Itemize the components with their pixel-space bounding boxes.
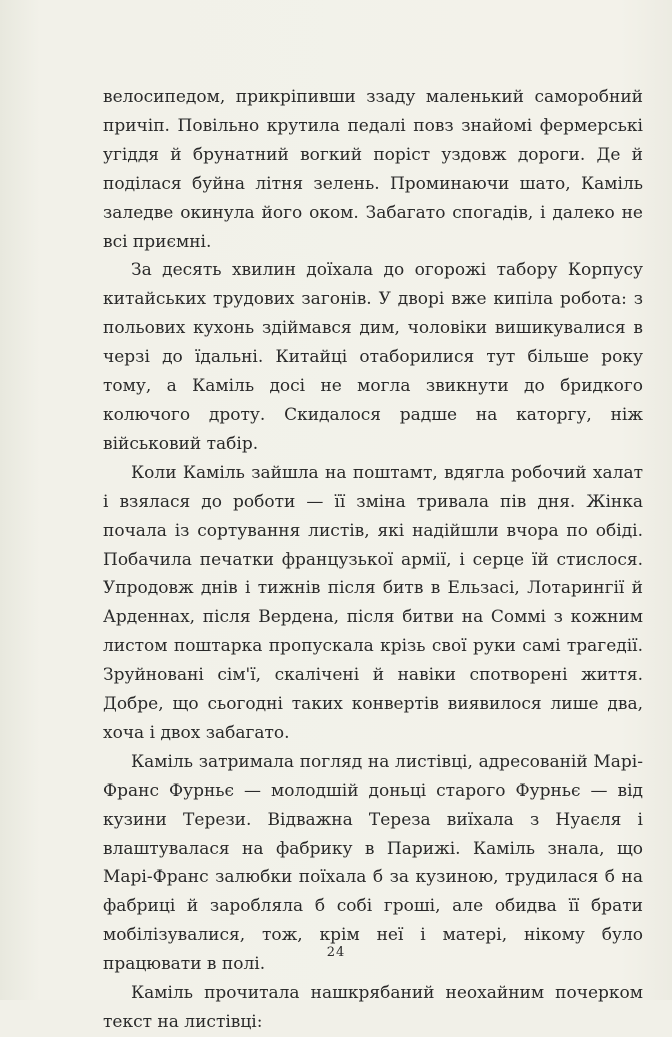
paragraph-5: Каміль прочитала нашкрябаний неохайним почерком текст на листівці: <box>103 983 643 1032</box>
paragraph-4: Каміль затримала погляд на листівці, адресованій Марі-Франс Фурньє — молодшій доньці старого Фурньє — від кузини Терези. Відважна Тереза виїхала з Нуаєля і влаштувалася на фабрику в Парижі. Каміль знала, що Марі-Франс залюбки поїхала б за кузиною, трудилася б на фабриці й заробляла б собі гроші, але обидва її брати мобілізувалися, тож, крім неї і матері, нікому було працювати в полі. <box>103 751 643 975</box>
paragraph-2: За десять хвилин доїхала до огорожі табору Корпусу китайських трудових загонів. У дворі вже кипіла робота: з польових кухонь здіймався дим, чоловіки вишикувалися в черзі до їдальні. Китайці отаборилися тут більше року тому, а Каміль досі не могла звикнути до бридкого колючого дроту. Скидалося радше на каторгу, ніж військовий табір. <box>103 260 643 454</box>
page-number: 24 <box>326 945 346 960</box>
paragraph-3: Коли Каміль зайшла на поштамт, вдягла робочий халат і взялася до роботи — її зміна тривала пів дня. Жінка почала із сортування листів, які надійшли вчора по обіді. Побачила печатки французької армії, і серце їй стислося. Упродовж днів і тижнів після битв в Ельзасі, Лотарингії й Арденнах, після Вердена, після битви на Соммі з кожним листом поштарка пропускала крізь свої руки самі трагедії. Зруйновані сім'ї, скалічені й навіки спотворені життя. Добре, що сьогодні таких конвертів виявилося лише два, хоча і двох забагато. <box>103 462 643 743</box>
paragraph-1: велосипедом, прикріпивши ззаду маленький саморобний причіп. Повільно крутила педалі повз знайомі фермерські угіддя й брунатний вогкий поріст уздовж дороги. Де й поділася буйна літня зелень. Проминаючи шато, Каміль заледве окинула його оком. Забагато спогадів, і далеко не всі приємні. <box>103 87 643 252</box>
body-text <box>103 83 643 1037</box>
